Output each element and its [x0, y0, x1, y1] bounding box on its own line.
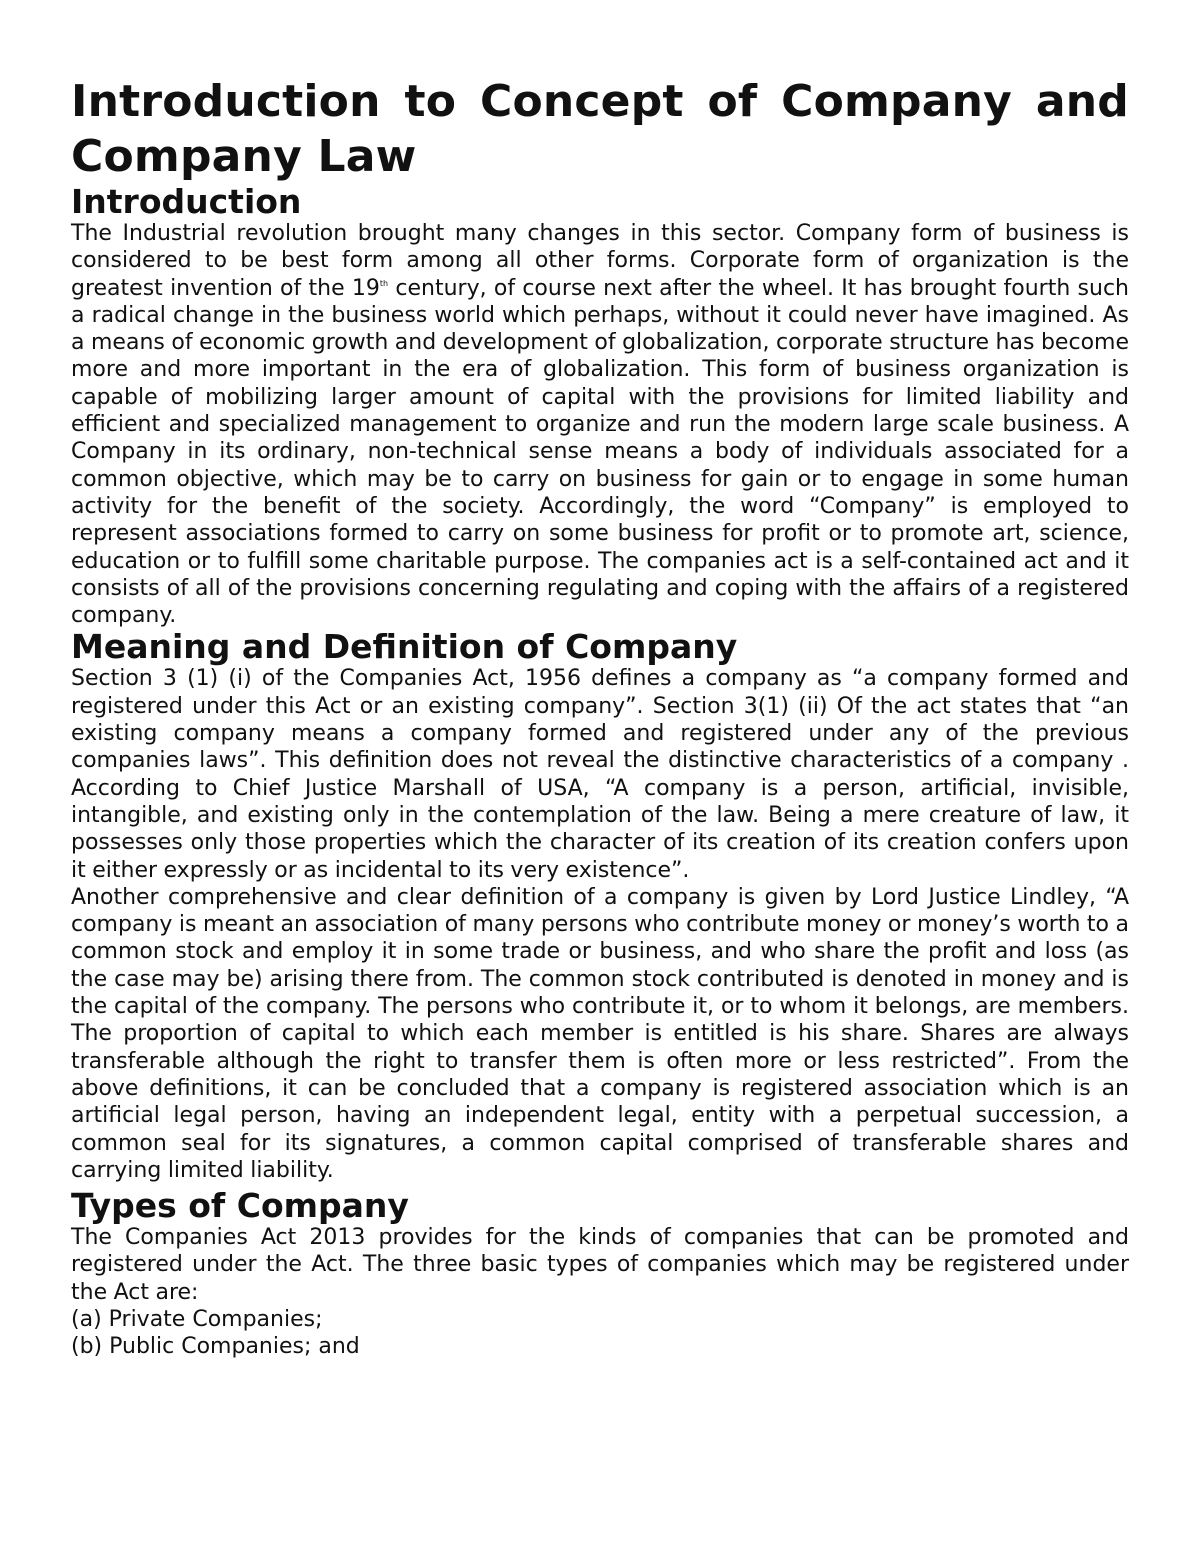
- document-page: [71, 74, 1129, 1361]
- definition-paragraph-2: Another comprehensive and clear definition of a company is given by Lord Justice Lindley, “A company is meant an association of many persons who contribute money or money’s worth to a common stock and employ it in some trade or business, and who share the profit and loss (as the case may be) arising there from. The common stock contributed is denoted in money and is the capital of the company. The persons who contribute it, or to whom it belongs, are members. The proportion of capital to which each member is entitled is his share. Shares are always transferable although the right to transfer them is often more or less restricted”. From the above definitions, it can be concluded that a company is registered association which is an artificial legal person, having an independent legal, entity with a perpetual succession, a common seal for its signatures, a common capital comprised of transferable shares and carrying limited liability.: [71, 884, 1129, 1183]
- introduction-paragraph: [71, 220, 1129, 629]
- section-heading-meaning-definition: Meaning and Definition of Company: [71, 627, 738, 667]
- list-item-private-companies: (a) Private Companies;: [71, 1306, 323, 1332]
- list-item-public-companies: (b) Public Companies; and: [71, 1334, 360, 1360]
- definition-paragraph-1: Section 3 (1) (i) of the Companies Act, 1956 defines a company as “a company formed and registered under this Act or an existing company”. Section 3(1) (ii) Of the act states that “an existing company means a company formed and registered under any of the previous companies laws”. This definition does not reveal the distinctive characteristics of a company . According to Chief Justice Marshall of USA, “A company is a person, artificial, invisible, intangible, and existing only in the contemplation of the law. Being a mere creature of law, it possesses only those properties which the character of its creation of its creation confers upon it either expressly or as incidental to its very existence”.: [71, 666, 1129, 883]
- introduction-text-end: century, of course next after the wheel. It has brought fourth such a radical change in the business world which perhaps, without it could never have imagined. As a means of economic growth and development of globalization, corporate structure has become more and more important in the era of globalization. This form of business organization is capable of mobilizing larger amount of capital with the provisions for limited liability and efficient and specialized management to organize and run the modern large scale business. A Company in its ordinary, non-technical sense means a body of individuals associated for a common objective, which may be to carry on business for gain or to engage in some human activity for the benefit of the society. Accordingly, the word “Company” is employed to represent associations formed to carry on some business for profit or to promote art, science, education or to fulfill some charitable purpose. The companies act is a self-contained act and it consists of all of the provisions concerning regulating and coping with the affairs of a registered company.: [71, 275, 1129, 629]
- types-paragraph: The Companies Act 2013 provides for the kinds of companies that can be promoted and registered under the Act. The three basic types of companies which may be registered under the Act are:: [71, 1225, 1129, 1305]
- introduction-text-start: The Industrial revolution brought many changes in this sector. Company form of business is considered to be best form among all other forms. Corporate form of organization is the greatest invention of the 19: [71, 221, 1129, 301]
- section-heading-types-of-company: Types of Company: [71, 1186, 409, 1226]
- ordinal-superscript: th: [379, 278, 389, 288]
- section-heading-introduction: Introduction: [71, 182, 302, 221]
- document-title: Introduction to Concept of Company and Company Law: [71, 76, 1129, 182]
